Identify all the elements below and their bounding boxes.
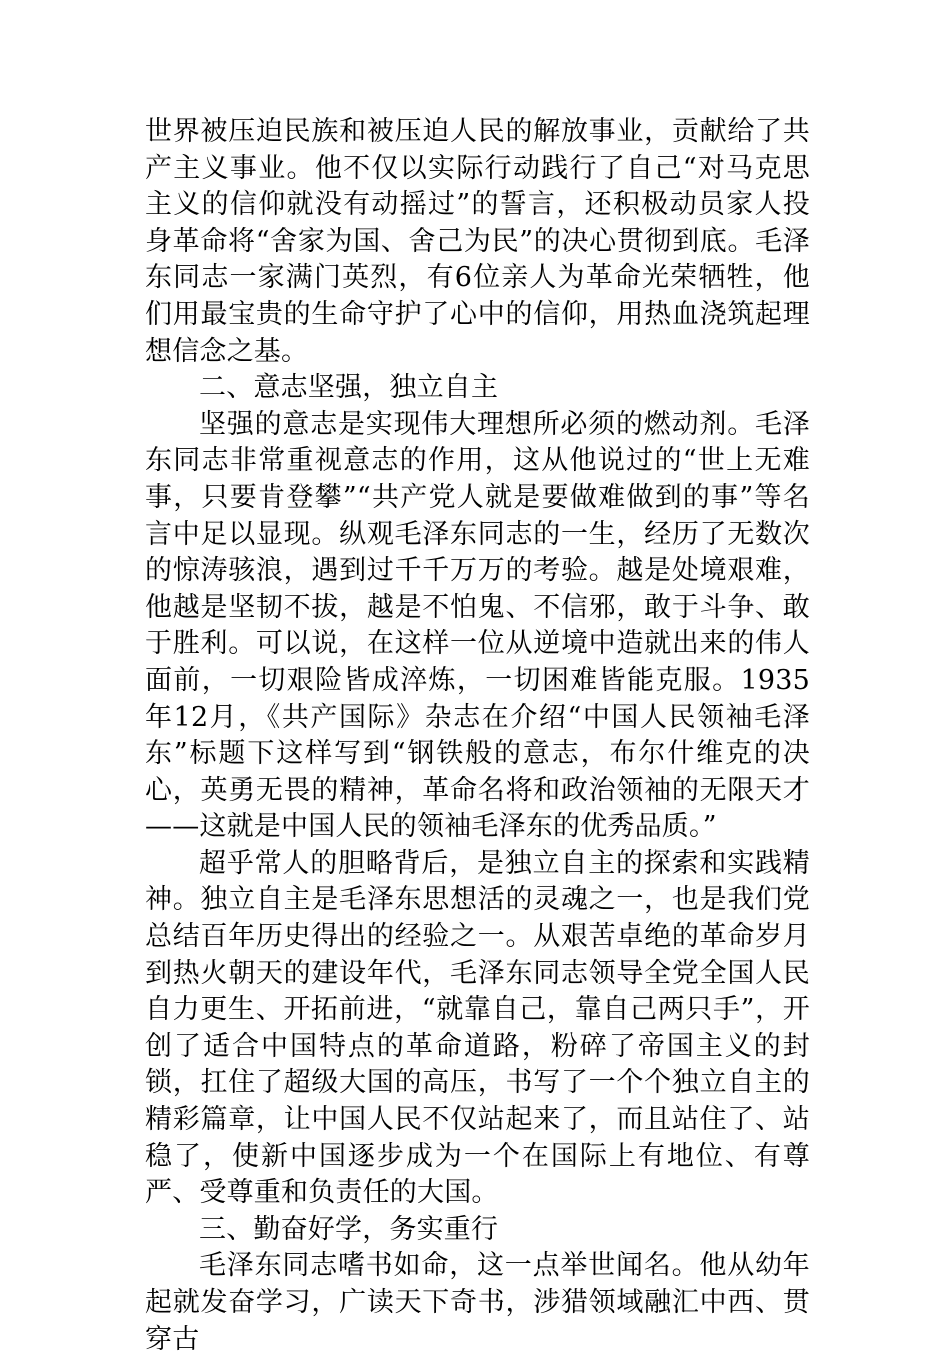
paragraph-continuation: 世界被压迫民族和被压迫人民的解放事业，贡献给了共产主义事业。他不仅以实际行动践行了自己“对马克思主义的信仰就没有动摇过”的誓言，还积极动员家人投身革命将“舍家为国、舍己为民”的决心贯彻到底。毛泽东同志一家满门英烈，有6位亲人为革命光荣牺牲，他们用最宝贵的生命守护了心中的信仰，用热血浇筑起理想信念之基。 (145, 116, 810, 367)
paragraph-body: 毛泽东同志嗜书如命，这一点举世闻名。他从幼年起就发奋学习，广读天下奇书，涉猎领域融汇中西、贯穿古 (145, 1250, 810, 1355)
paragraph-body: 超乎常人的胆略背后，是独立自主的探索和实践精神。独立自主是毛泽东思想活的灵魂之一，也是我们党总结百年历史得出的经验之一。从艰苦卓绝的革命岁月到热火朝天的建设年代，毛泽东同志领导全党全国人民自力更生、开拓前进，“就靠自己，靠自己两只手”，开创了适合中国特点的革命道路，粉碎了帝国主义的封锁，扛住了超级大国的高压，书写了一个个独立自主的精彩篇章，让中国人民不仅站起来了，而且站住了、站稳了，使新中国逐步成为一个在国际上有地位、有尊严、受尊重和负责任的大国。 (145, 847, 810, 1209)
paragraph-body: 坚强的意志是实现伟大理想所必须的燃动剂。毛泽东同志非常重视意志的作用，这从他说过的“世上无难事，只要肯登攀”“共产党人就是要做难做到的事”等名言中足以显现。纵观毛泽东同志的一生，经历了无数次的惊涛骇浪，遇到过千千万万的考验。越是处境艰难，他越是坚韧不拔，越是不怕鬼、不信邪，敢于斗争、敢于胜利。可以说，在这样一位从逆境中造就出来的伟人面前，一切艰险皆成淬炼，一切困难皆能克服。1935年12月，《共产国际》杂志在介绍“中国人民领袖毛泽东”标题下这样写到“钢铁般的意志，布尔什维克的决心，英勇无畏的精神，革命名将和政治领袖的无限天才——这就是中国人民的领袖毛泽东的优秀品质。” (145, 408, 810, 843)
section-heading-3: 三、勤奋好学，务实重行 (199, 1213, 499, 1245)
document-body (145, 114, 810, 1358)
section-heading-2: 二、意志坚强，独立自主 (199, 372, 499, 404)
